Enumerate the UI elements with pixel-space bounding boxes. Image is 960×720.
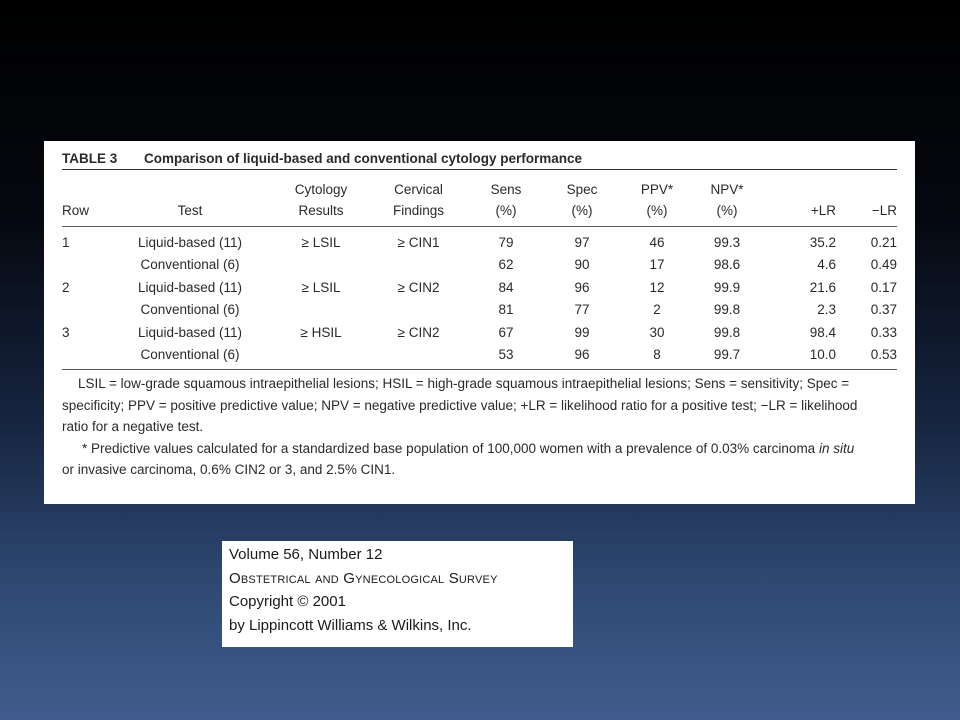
table-header <box>62 170 897 226</box>
cell-sens: 53 <box>498 347 514 363</box>
table-body <box>62 227 897 369</box>
cell-sens: 81 <box>498 302 514 318</box>
cell-spec: 96 <box>574 347 590 363</box>
cell-cervical: ≥ CIN2 <box>397 279 440 295</box>
cell-nlr: 0.17 <box>870 279 897 295</box>
col-header-spec: Spec (%) <box>566 182 598 218</box>
table-row <box>62 276 897 299</box>
cell-spec: 77 <box>574 302 590 318</box>
col-header-test: Test <box>177 203 203 218</box>
table-heading <box>62 147 897 169</box>
cell-spec: 97 <box>574 234 590 250</box>
cell-plr: 35.2 <box>809 234 836 250</box>
table-row <box>62 254 897 277</box>
abbreviations-note-line1: LSIL = low-grade squamous intraepithelial lesions; HSIL = high-grade squamous intraepithelial lesions; Sens = sensitivity; Spec = <box>78 376 850 391</box>
cell-npv: 99.9 <box>713 279 741 295</box>
table-row <box>62 299 897 322</box>
cell-cytology: ≥ HSIL <box>300 324 342 340</box>
abbreviations-note-line2: specificity; PPV = positive predictive value; NPV = negative predictive value; +LR = likelihood ratio for a positive test; −LR = likelihood <box>62 397 858 413</box>
cell-test: Liquid-based (11) <box>137 324 243 340</box>
cell-sens: 84 <box>498 279 514 295</box>
citation-copyright: Copyright © 2001 <box>229 593 346 610</box>
cell-ppv: 17 <box>649 257 665 273</box>
citation-volume: Volume 56, Number 12 <box>229 546 383 563</box>
cell-test: Liquid-based (11) <box>137 234 243 250</box>
footnote-line1: * Predictive values calculated for a standardized base population of 100,000 women with a prevalence of 0.03% carcinoma in situ <box>82 440 855 456</box>
cell-ppv: 8 <box>653 347 661 363</box>
table-row <box>62 344 897 367</box>
cell-nlr: 0.37 <box>870 302 897 318</box>
cell-sens: 67 <box>498 324 514 340</box>
table-row <box>62 321 897 344</box>
col-header-row: Row <box>62 203 90 218</box>
citation-journal: Obstetrical and Gynecological Survey <box>229 569 498 587</box>
cell-test: Liquid-based (11) <box>137 279 243 295</box>
cell-nlr: 0.49 <box>870 257 897 273</box>
col-header-nlr: −LR <box>871 203 897 218</box>
cell-plr: 98.4 <box>809 324 836 340</box>
cell-npv: 99.3 <box>713 234 741 250</box>
cell-plr: 10.0 <box>809 347 836 363</box>
cell-sens: 79 <box>498 234 514 250</box>
cell-cytology: ≥ LSIL <box>301 234 341 250</box>
cell-npv: 98.6 <box>713 257 741 273</box>
col-header-npv: NPV* (%) <box>710 182 744 218</box>
cell-nlr: 0.53 <box>870 347 897 363</box>
cell-spec: 99 <box>574 324 590 340</box>
abbreviations-note-line3: ratio for a negative test. <box>62 419 204 434</box>
cell-ppv: 46 <box>649 234 665 250</box>
cell-row: 1 <box>62 234 70 250</box>
cell-sens: 62 <box>498 257 514 273</box>
table-notes <box>62 370 897 481</box>
col-header-ppv: PPV* (%) <box>640 182 674 218</box>
cell-row: 3 <box>62 324 70 340</box>
cell-spec: 96 <box>574 279 590 295</box>
col-header-sens: Sens (%) <box>490 182 522 218</box>
cell-npv: 99.8 <box>713 302 741 318</box>
cell-test: Conventional (6) <box>140 347 240 363</box>
cell-plr: 4.6 <box>817 257 836 273</box>
cell-test: Conventional (6) <box>140 302 240 318</box>
cell-nlr: 0.33 <box>870 324 897 340</box>
cell-ppv: 12 <box>649 279 665 295</box>
cell-plr: 21.6 <box>809 279 836 295</box>
col-header-plr: +LR <box>810 203 836 218</box>
cell-test: Conventional (6) <box>140 257 240 273</box>
table-figure <box>44 141 915 504</box>
cell-spec: 90 <box>574 257 590 273</box>
footnote-line2: or invasive carcinoma, 0.6% CIN2 or 3, and 2.5% CIN1. <box>62 462 396 477</box>
citation-publisher: by Lippincott Williams & Wilkins, Inc. <box>229 616 472 634</box>
cell-ppv: 2 <box>653 302 661 318</box>
table-row <box>62 231 897 254</box>
col-header-cervical: Cervical Findings <box>392 182 445 218</box>
cell-npv: 99.7 <box>713 347 741 363</box>
cell-nlr: 0.21 <box>870 234 897 250</box>
cell-ppv: 30 <box>649 324 665 340</box>
cell-plr: 2.3 <box>817 302 836 318</box>
col-header-cytology: Cytology Results <box>294 182 348 218</box>
cell-row: 2 <box>62 279 70 295</box>
table-title: Comparison of liquid-based and conventional cytology performance <box>144 150 583 166</box>
table-label: TABLE 3 <box>62 150 118 166</box>
footnote-italic: in situ <box>818 440 855 456</box>
journal-citation <box>222 541 573 647</box>
cell-cytology: ≥ LSIL <box>301 279 341 295</box>
cell-npv: 99.8 <box>713 324 741 340</box>
cell-cervical: ≥ CIN1 <box>397 234 440 250</box>
cell-cervical: ≥ CIN2 <box>397 324 440 340</box>
